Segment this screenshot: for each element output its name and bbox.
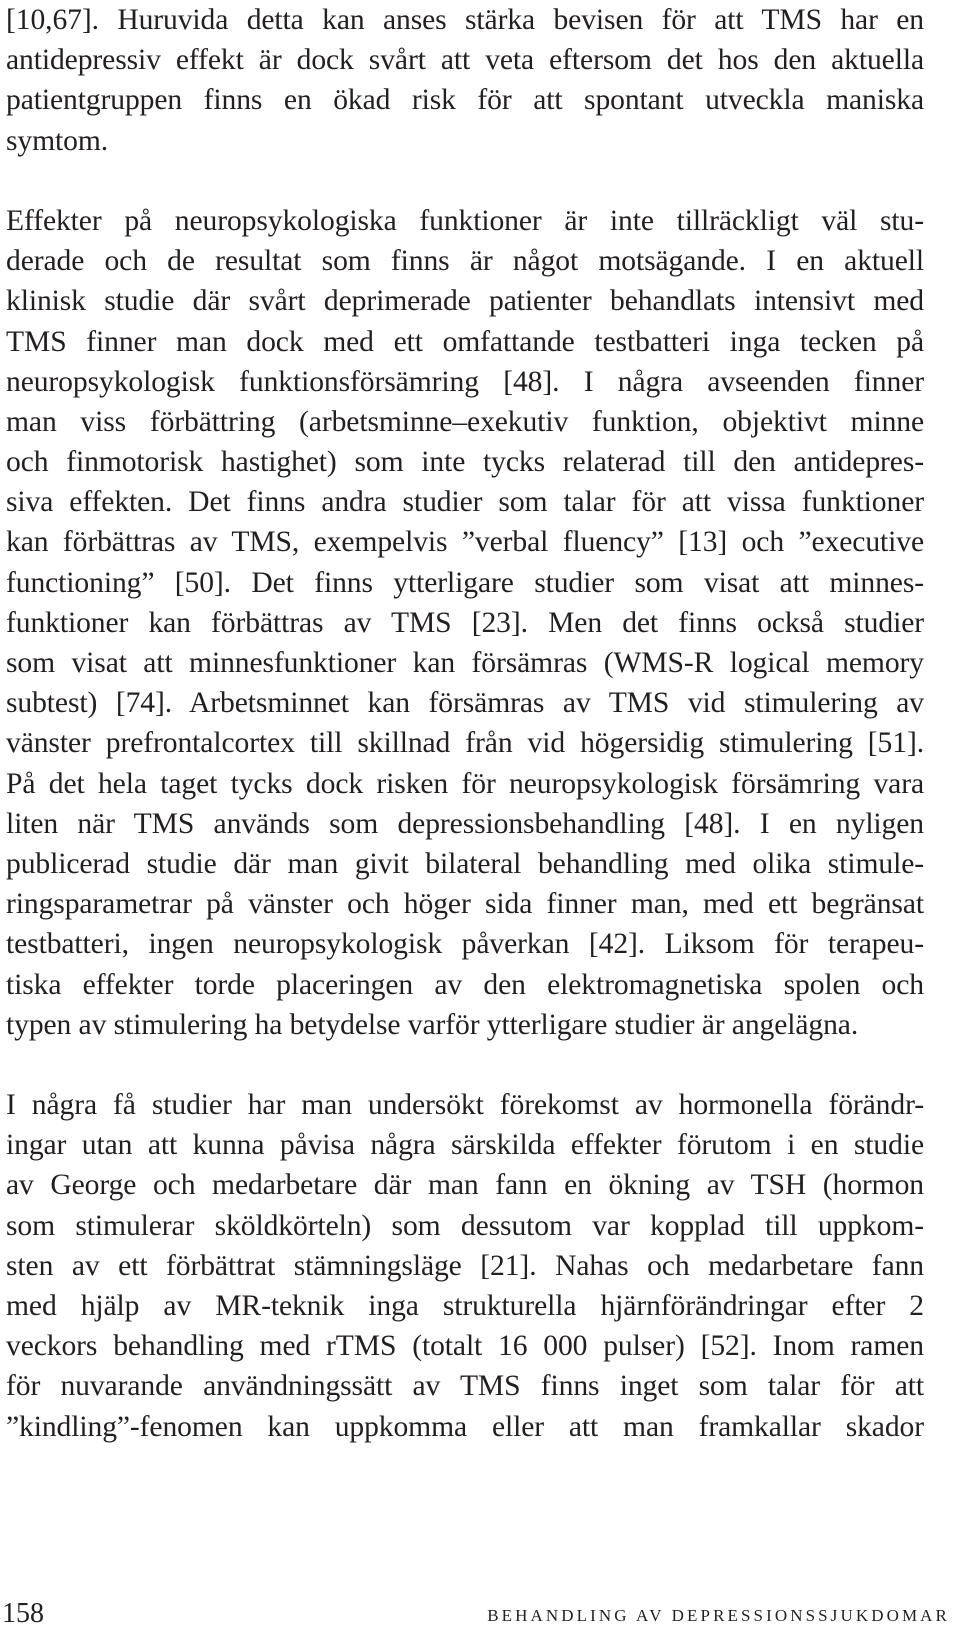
paragraph-3 [6,1085,924,1447]
text-line: funktioner kan förbättras av TMS [23]. Men det finns också studier [6,606,924,639]
paragraph-2 [6,201,924,1045]
text-line: TMS finner man dock med ett omfattande testbatteri inga tecken på [6,325,924,358]
text-line: [10,67]. Huruvida detta kan anses stärka bevisen för att TMS har en [6,4,924,36]
text-line: av George och medarbetare där man fann en ökning av TSH (hormon [6,1169,924,1202]
page-number: 158 [2,1598,44,1629]
text-line: liten när TMS används som depressionsbehandling [48]. I en nyligen [6,807,924,840]
running-head: BEHANDLING AV DEPRESSIONSSJUKDOMAR [487,1606,950,1625]
text-line: klinisk studie där svårt deprimerade patienter behandlats intensivt med [6,285,924,318]
text-line: ”kindling”-fenomen kan uppkomma eller att man framkallar skador [6,1410,924,1443]
text-line: derade och de resultat som finns är något motsägande. I en aktuell [6,245,924,278]
text-line: som visat att minnesfunktioner kan försämras (WMS-R logical memory [6,647,924,679]
text-line: Effekter på neuropsykologiska funktioner är inte tillräckligt väl stu- [6,204,924,237]
text-line: som stimulerar sköldkörteln) som dessutom var kopplad till uppkom- [6,1209,924,1242]
body-text [6,0,924,1447]
text-line: symtom. [6,124,109,157]
text-line: sten av ett förbättrat stämningsläge [21]. Nahas och medarbetare fann [6,1249,924,1282]
text-line: man viss förbättring (arbetsminne–exekutiv funktion, objektivt minne [6,405,924,438]
page-footer [0,1598,960,1630]
text-line: På det hela taget tycks dock risken för neuropsykologisk försämring vara [6,767,924,800]
text-line: ringsparametrar på vänster och höger sida finner man, med ett begränsat [6,888,924,921]
text-line: ingar utan att kunna påvisa några särskilda effekter förutom i en studie [6,1129,924,1162]
text-line: kan förbättras av TMS, exempelvis ”verbal fluency” [13] och ”executive [6,526,924,559]
text-line: tiska effekter torde placeringen av den elektromagnetiska spolen och [6,968,924,1001]
text-line: siva effekten. Det finns andra studier som talar för att vissa funktioner [6,486,924,519]
text-line: för nuvarande användningssätt av TMS finns inget som talar för att [6,1370,924,1403]
text-line: med hjälp av MR-teknik inga strukturella hjärnförändringar efter 2 [6,1290,924,1322]
text-line: I några få studier har man undersökt förekomst av hormonella förändr- [6,1089,924,1122]
paragraph-spacer [6,161,924,201]
text-line: neuropsykologisk funktionsförsämring [48]. I några avseenden finner [6,365,924,398]
text-line: och finmotorisk hastighet) som inte tycks relaterad till den antidepres- [6,446,924,479]
text-line: veckors behandling med rTMS (totalt 16 000 pulser) [52]. Inom ramen [6,1330,924,1363]
paragraph-spacer [6,1045,924,1085]
text-line: subtest) [74]. Arbetsminnet kan försämras av TMS vid stimulering av [6,687,924,720]
text-line: patientgruppen finns en ökad risk för att spontant utveckla maniska [6,84,924,117]
text-line: typen av stimulering ha betydelse varför ytterligare studier är angelägna. [6,1008,859,1041]
text-line: antidepressiv effekt är dock svårt att veta eftersom det hos den aktuella [6,44,924,77]
text-line: vänster prefrontalcortex till skillnad från vid högersidig stimulering [51]. [6,727,924,760]
text-line: publicerad studie där man givit bilateral behandling med olika stimule- [6,847,924,880]
text-line: functioning” [50]. Det finns ytterligare studier som visat att minnes- [6,566,924,599]
paragraph-1 [6,0,924,161]
text-line: testbatteri, ingen neuropsykologisk påverkan [42]. Liksom för terapeu- [6,928,924,961]
